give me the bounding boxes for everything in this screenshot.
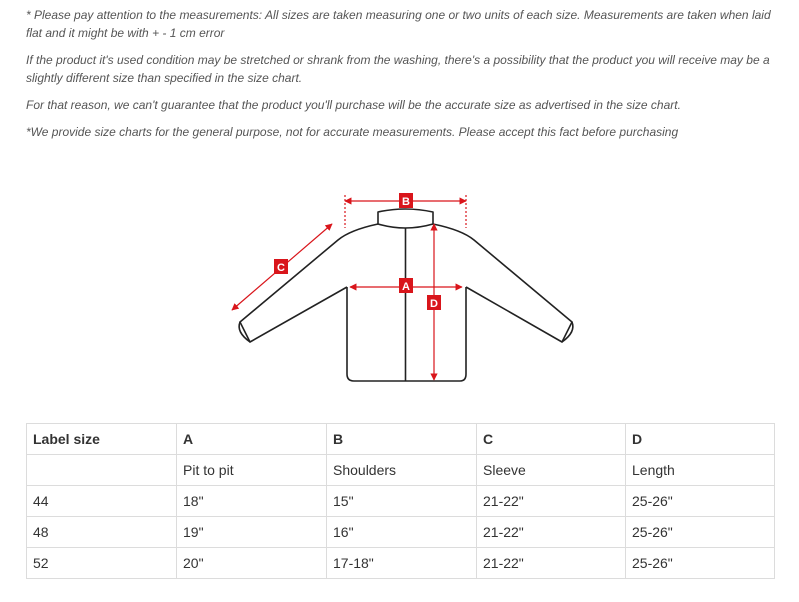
table-cell: 25-26": [626, 486, 775, 517]
marker-b: [399, 193, 413, 208]
svg-text:D: D: [430, 298, 438, 310]
table-cell: 19": [177, 517, 327, 548]
left-sleeve: [240, 224, 378, 342]
subheader-shoulders: Shoulders: [327, 455, 477, 486]
table-cell: 20": [177, 548, 327, 579]
table-cell: 44: [27, 486, 177, 517]
table-cell: 25-26": [626, 548, 775, 579]
subheader-sleeve: Sleeve: [477, 455, 626, 486]
marker-d: [427, 295, 441, 310]
subheader-pit-to-pit: Pit to pit: [177, 455, 327, 486]
table-cell: 16": [327, 517, 477, 548]
jacket-measurement-diagram: [0, 180, 799, 395]
table-cell: 25-26": [626, 517, 775, 548]
note-measurement-method: * Please pay attention to the measurements: All sizes are taken measuring one or two units of each size. Measurements are taken when laid flat and it might be with + - 1 cm error: [26, 8, 771, 40]
jacket-body: [347, 287, 466, 381]
header-d: D: [626, 424, 775, 455]
measurement-notes: [26, 6, 786, 150]
size-chart-table: [26, 423, 775, 579]
header-label-size: Label size: [27, 424, 177, 455]
table-cell: 15": [327, 486, 477, 517]
note-general-purpose: *We provide size charts for the general purpose, not for accurate measurements. Please accept this fact before purchasing: [26, 125, 679, 139]
right-sleeve: [433, 224, 572, 342]
header-c: C: [477, 424, 626, 455]
measurement-lines: [232, 195, 466, 380]
table-row: [27, 517, 775, 548]
table-cell: [27, 455, 177, 486]
note-no-guarantee: For that reason, we can't guarantee that the product you'll purchase will be the accurate size as advertised in the size chart.: [26, 98, 681, 112]
svg-text:C: C: [277, 262, 285, 274]
subheader-length: Length: [626, 455, 775, 486]
svg-text:A: A: [402, 281, 410, 293]
header-a: A: [177, 424, 327, 455]
marker-a: [399, 278, 413, 293]
table-cell: 21-22": [477, 517, 626, 548]
table-header-row: [27, 424, 775, 455]
svg-text:B: B: [402, 196, 410, 208]
table-row: [27, 486, 775, 517]
collar: [378, 209, 433, 228]
table-row: [27, 548, 775, 579]
jacket-outline: [239, 209, 573, 381]
table-cell: 17-18": [327, 548, 477, 579]
table-cell: 48: [27, 517, 177, 548]
table-cell: 52: [27, 548, 177, 579]
table-cell: 21-22": [477, 548, 626, 579]
table-cell: 18": [177, 486, 327, 517]
marker-c: [274, 259, 288, 274]
header-b: B: [327, 424, 477, 455]
table-subheader-row: [27, 455, 775, 486]
note-used-condition: If the product it's used condition may be stretched or shrank from the washing, there's a possibility that the product you will receive may be a slightly different size than specified in the size chart.: [26, 53, 770, 85]
table-cell: 21-22": [477, 486, 626, 517]
